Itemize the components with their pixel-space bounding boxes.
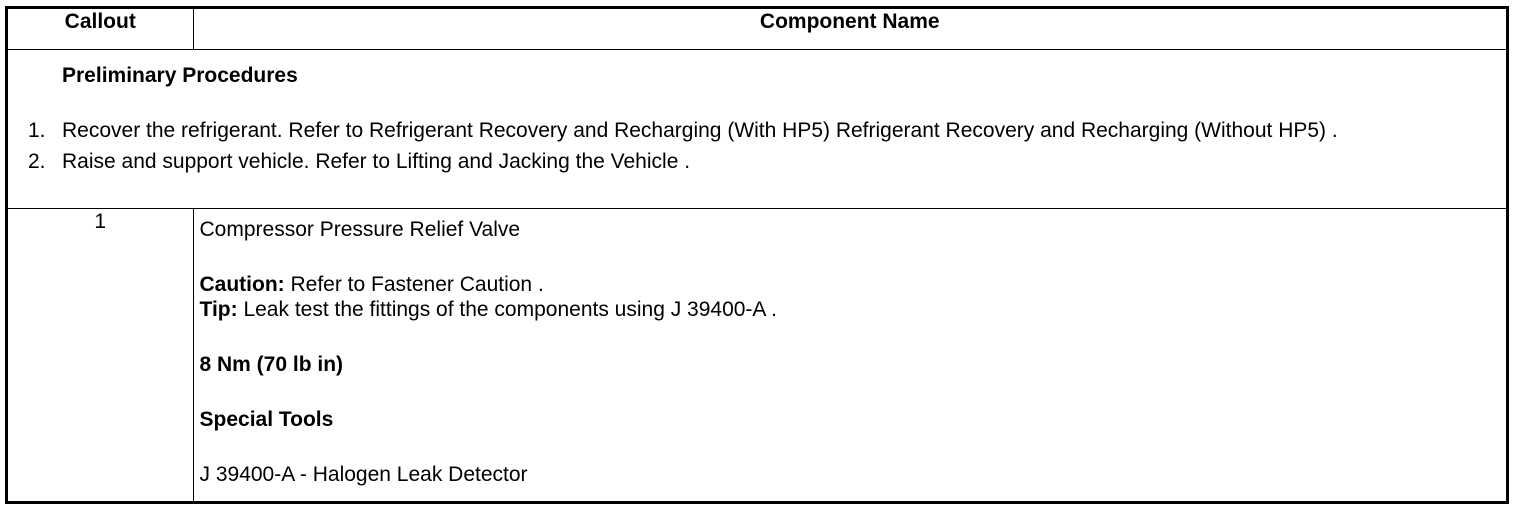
step-text: Recover the refrigerant. Refer to Refrigerant Recovery and Recharging (With HP5) Refrigerant Recovery and Recharging (Without HP5) . xyxy=(62,119,1338,142)
preliminary-title: Preliminary Procedures xyxy=(62,64,298,87)
step-item xyxy=(28,149,1408,174)
caution-text: Refer to Fastener Caution . xyxy=(284,273,544,296)
special-tools-heading: Special Tools xyxy=(199,408,334,431)
preliminary-steps xyxy=(28,118,1408,180)
step-number: 2. xyxy=(28,150,46,173)
tip-label: Tip: xyxy=(199,298,238,321)
step-text: Raise and support vehicle. Refer to Lifting and Jacking the Vehicle . xyxy=(62,150,691,173)
table-row xyxy=(8,209,1506,503)
caution-note xyxy=(200,272,1497,297)
callout-number: 1 xyxy=(8,209,193,503)
component-name-header: Component Name xyxy=(193,9,1506,50)
component-cell xyxy=(193,209,1506,503)
callout-header: Callout xyxy=(8,9,193,50)
preliminary-row xyxy=(8,50,1506,209)
special-tool-item: J 39400-A - Halogen Leak Detector xyxy=(199,463,528,486)
step-number: 1. xyxy=(28,119,46,142)
torque-spec: 8 Nm (70 lb in) xyxy=(199,353,344,376)
preliminary-cell xyxy=(8,50,1506,209)
step-item xyxy=(28,118,1408,143)
component-name: Compressor Pressure Relief Valve xyxy=(199,218,521,241)
header-row xyxy=(8,9,1506,50)
tip-text: Leak test the fittings of the components using J 39400-A . xyxy=(237,298,777,321)
caution-label: Caution: xyxy=(199,273,285,296)
tip-note xyxy=(200,297,1497,322)
procedure-table-frame xyxy=(5,6,1509,504)
component-details xyxy=(200,217,1497,487)
procedure-table xyxy=(8,9,1506,502)
